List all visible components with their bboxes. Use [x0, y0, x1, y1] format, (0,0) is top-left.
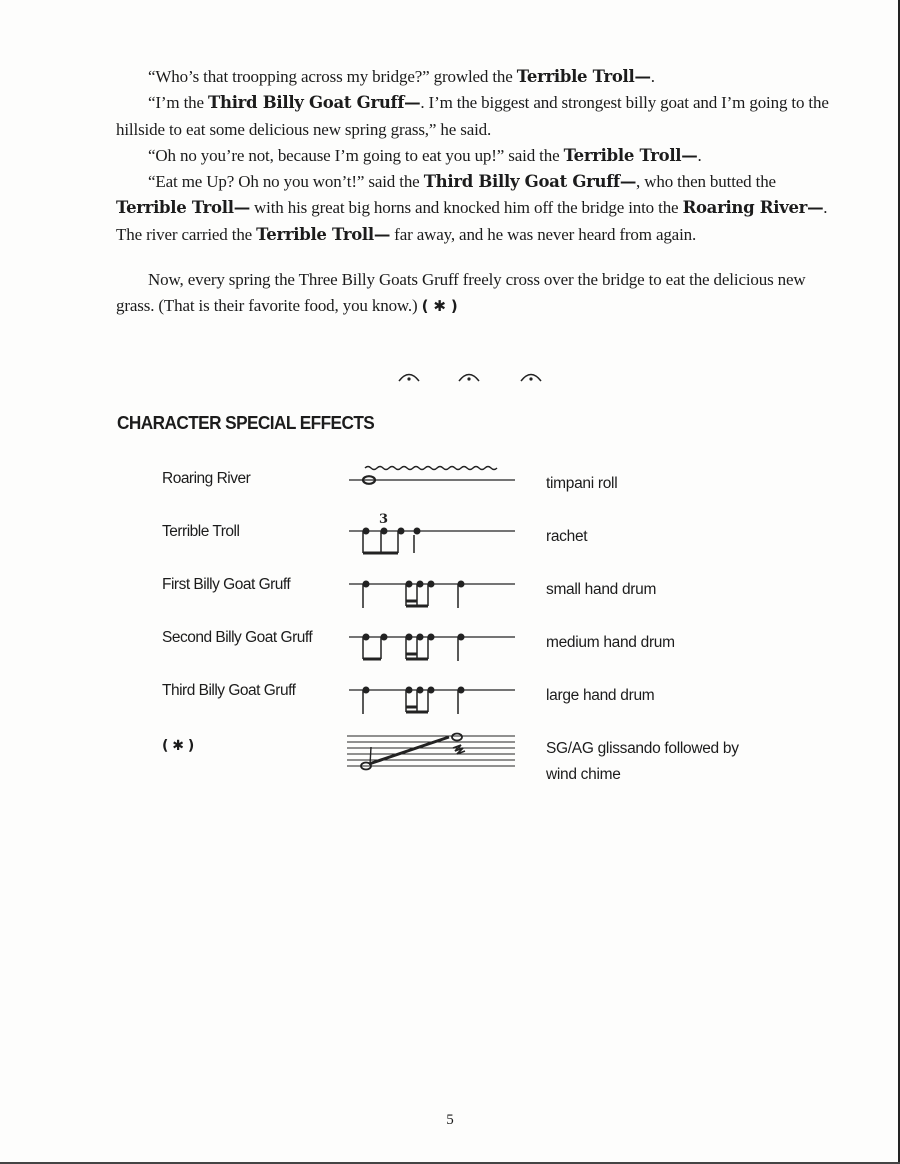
- story-paragraph-2: “I’m the Third Billy Goat Gruff—. I’m the biggest and strongest billy goat and I’m going to the hillside to eat some delicious new spring grass,” he said.: [116, 93, 829, 139]
- fermata-divider: [397, 366, 557, 386]
- character-name: Roaring River—: [682, 198, 824, 218]
- effect-instrument: small hand drum: [546, 581, 657, 598]
- fermata-icon: [459, 375, 479, 382]
- effect-character: First Billy Goat Gruff: [162, 576, 291, 593]
- character-name: Terrible Troll—: [116, 198, 250, 218]
- glissando-notation-icon: [345, 732, 520, 778]
- story-text: [116, 64, 836, 320]
- tuplet-number: 3: [379, 512, 389, 527]
- page-number: 5: [446, 1112, 454, 1128]
- effect-row-asterisk-cue: [0, 735, 900, 795]
- story-paragraph-4: “Eat me Up? Oh no you won’t!” said the Third Billy Goat Gruff—, who then butted the Terrible Troll— with his great big horns and knocked him off the bridge into the Roaring River—. The river carried the Terrible Troll— far away, and he was never heard from again.: [116, 172, 828, 244]
- rhythm-notation-icon: [345, 562, 520, 612]
- story-paragraph-5: Now, every spring the Three Billy Goats Gruff freely cross over the bridge to eat the delicious new grass. (That is their favorite food, you know.) ( ✱ ): [116, 270, 806, 316]
- fermata-icon: [399, 375, 419, 382]
- section-heading: CHARACTER SPECIAL EFFECTS: [117, 412, 375, 433]
- character-name: Terrible Troll—: [516, 67, 651, 86]
- character-name: Terrible Troll—: [563, 145, 698, 165]
- effect-instrument: medium hand drum: [546, 634, 675, 651]
- effect-instrument: timpani roll: [546, 475, 618, 492]
- character-name: Terrible Troll—: [256, 224, 391, 244]
- character-name: Third Billy Goat Gruff—: [423, 172, 637, 192]
- story-paragraph-3: “Oh no you’re not, because I’m going to eat you up!” said the Terrible Troll—.: [148, 145, 702, 165]
- fermata-icon: [521, 375, 541, 382]
- asterisk-cue: ( ✱ ): [421, 297, 458, 316]
- effect-instrument: SG/AG glissando followed by wind chime: [546, 740, 739, 783]
- effect-instrument: rachet: [546, 528, 588, 545]
- effect-character: ( ✱ ): [162, 738, 194, 754]
- rhythm-notation-icon: [345, 615, 520, 665]
- effect-character: Roaring River: [162, 470, 251, 487]
- effect-instrument: large hand drum: [546, 687, 655, 704]
- rhythm-notation-icon: [345, 668, 520, 718]
- effect-character: Second Billy Goat Gruff: [162, 629, 313, 646]
- effect-character: Terrible Troll: [162, 523, 240, 540]
- effect-character: Third Billy Goat Gruff: [162, 682, 296, 699]
- effect-row-third-billy-goat: [0, 682, 900, 732]
- story-paragraph-1: “Who’s that troopping across my bridge?” growled the Terrible Troll—.: [148, 67, 655, 86]
- triplet-notation-icon: [345, 509, 520, 559]
- character-name: Third Billy Goat Gruff—: [208, 93, 421, 113]
- tremolo-notation-icon: [345, 464, 520, 494]
